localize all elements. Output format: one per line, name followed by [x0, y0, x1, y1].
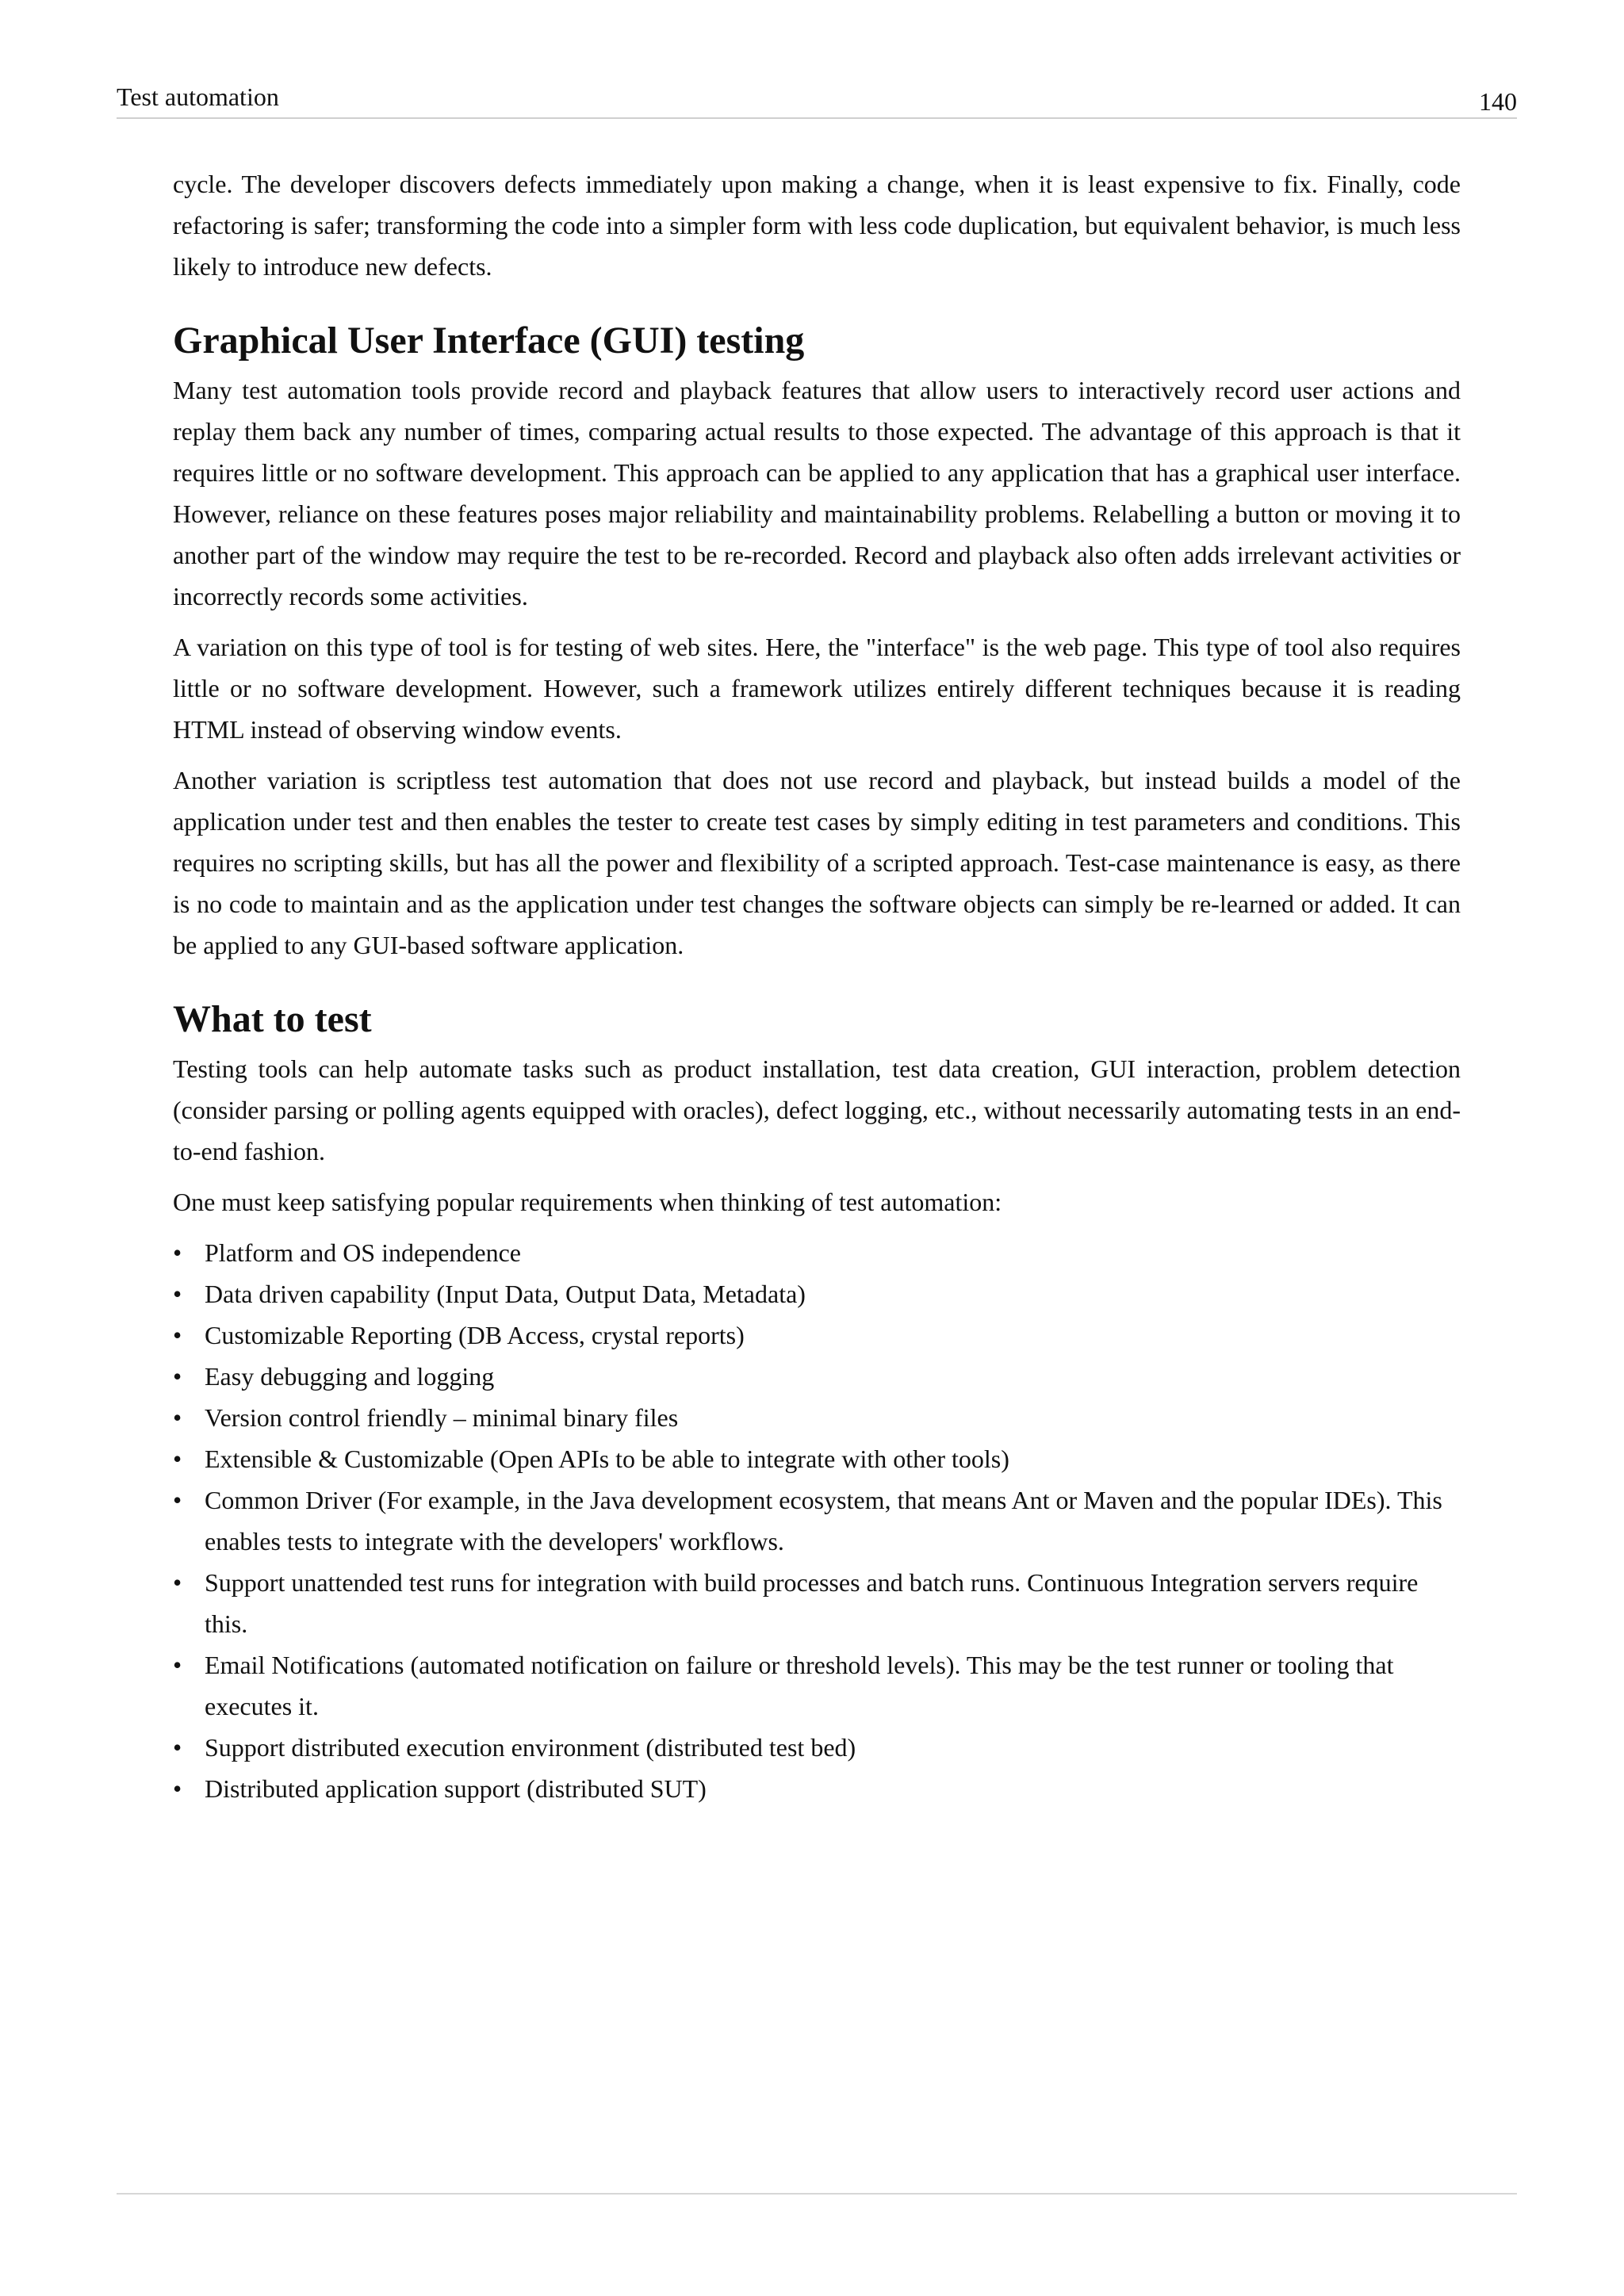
- gui-paragraph-2: A variation on this type of tool is for testing of web sites. Here, the "interface" is the web page. This type of tool also requires little or no software development. However, such a framework utilizes entirely different techniques because it is reading HTML instead of observing window events.: [173, 633, 1461, 744]
- bullet-icon: •: [173, 1651, 182, 1679]
- list-item: [173, 1314, 1461, 1356]
- bullet-icon: •: [173, 1486, 182, 1514]
- bullet-icon: •: [173, 1321, 182, 1349]
- list-item-text: Extensible & Customizable (Open APIs to be able to integrate with other tools): [205, 1445, 1009, 1473]
- list-item: [173, 1397, 1461, 1438]
- bullet-icon: •: [173, 1445, 182, 1473]
- page-number: 140: [1479, 87, 1517, 116]
- list-item-text: Support unattended test runs for integration with build processes and batch runs. Continuous Integration servers require this.: [205, 1568, 1419, 1638]
- bullet-icon: •: [173, 1362, 182, 1391]
- list-item: [173, 1356, 1461, 1397]
- bullet-icon: •: [173, 1403, 182, 1432]
- list-item-text: Common Driver (For example, in the Java development ecosystem, that means Ant or Maven and the popular IDEs). This enables tests to integrate with the developers' workflows.: [205, 1486, 1442, 1556]
- list-item-text: Version control friendly – minimal binary files: [205, 1403, 679, 1432]
- bullet-icon: •: [173, 1280, 182, 1308]
- section-heading-gui-testing: Graphical User Interface (GUI) testing: [173, 320, 805, 362]
- bullet-icon: •: [173, 1733, 182, 1762]
- list-item-text: Data driven capability (Input Data, Output Data, Metadata): [205, 1280, 806, 1308]
- list-item: [173, 1273, 1461, 1314]
- list-item-text: Easy debugging and logging: [205, 1362, 495, 1391]
- list-item: [173, 1644, 1461, 1727]
- what-paragraph-2: One must keep satisfying popular requirements when thinking of test automation:: [173, 1188, 1002, 1216]
- list-item-text: Customizable Reporting (DB Access, crystal reports): [205, 1321, 745, 1349]
- intro-paragraph: cycle. The developer discovers defects immediately upon making a change, when it is least expensive to fix. Finally, code refactoring is safer; transforming the code into a simpler form with less code duplication, but equivalent behavior, is much less likely to introduce new defects.: [173, 170, 1461, 281]
- bullet-icon: •: [173, 1568, 182, 1597]
- bullet-icon: •: [173, 1238, 182, 1267]
- list-item: [173, 1562, 1461, 1644]
- list-item: [173, 1479, 1461, 1562]
- section-heading-what-to-test: What to test: [173, 998, 372, 1040]
- list-item-text: Platform and OS independence: [205, 1238, 521, 1267]
- bullet-icon: •: [173, 1774, 182, 1803]
- list-item-text: Distributed application support (distributed SUT): [205, 1774, 707, 1803]
- running-title: Test automation: [117, 82, 279, 111]
- list-item: [173, 1232, 1461, 1273]
- what-paragraph-1: Testing tools can help automate tasks such as product installation, test data creation, GUI interaction, problem detection (consider parsing or polling agents equipped with oracles), defect logging, etc., without necessarily automating tests in an end-to-end fashion.: [173, 1054, 1461, 1165]
- page-content: [173, 163, 1461, 1809]
- list-item: [173, 1438, 1461, 1479]
- requirements-list: [173, 1232, 1461, 1809]
- gui-paragraph-1: Many test automation tools provide record and playback features that allow users to interactively record user actions and replay them back any number of times, comparing actual results to those expected. The advantage of this approach is that it requires little or no software development. This approach can be applied to any application that has a graphical user interface. However, reliance on these features poses major reliability and maintainability problems. Relabelling a button or moving it to another part of the window may require the test to be re-recorded. Record and playback also often adds irrelevant activities or incorrectly records some activities.: [173, 376, 1461, 610]
- list-item-text: Email Notifications (automated notification on failure or threshold levels). This may be the test runner or tooling that executes it.: [205, 1651, 1394, 1720]
- list-item: [173, 1727, 1461, 1768]
- footer-divider: [117, 2193, 1517, 2195]
- list-item-text: Support distributed execution environment (distributed test bed): [205, 1733, 856, 1762]
- list-item: [173, 1768, 1461, 1809]
- page-header: [117, 76, 1517, 119]
- gui-paragraph-3: Another variation is scriptless test automation that does not use record and playback, but instead builds a model of the application under test and then enables the tester to create test cases by simply editing in test parameters and conditions. This requires no scripting skills, but has all the power and flexibility of a scripted approach. Test-case maintenance is easy, as there is no code to maintain and as the application under test changes the software objects can simply be re-learned or added. It can be applied to any GUI-based software application.: [173, 766, 1461, 959]
